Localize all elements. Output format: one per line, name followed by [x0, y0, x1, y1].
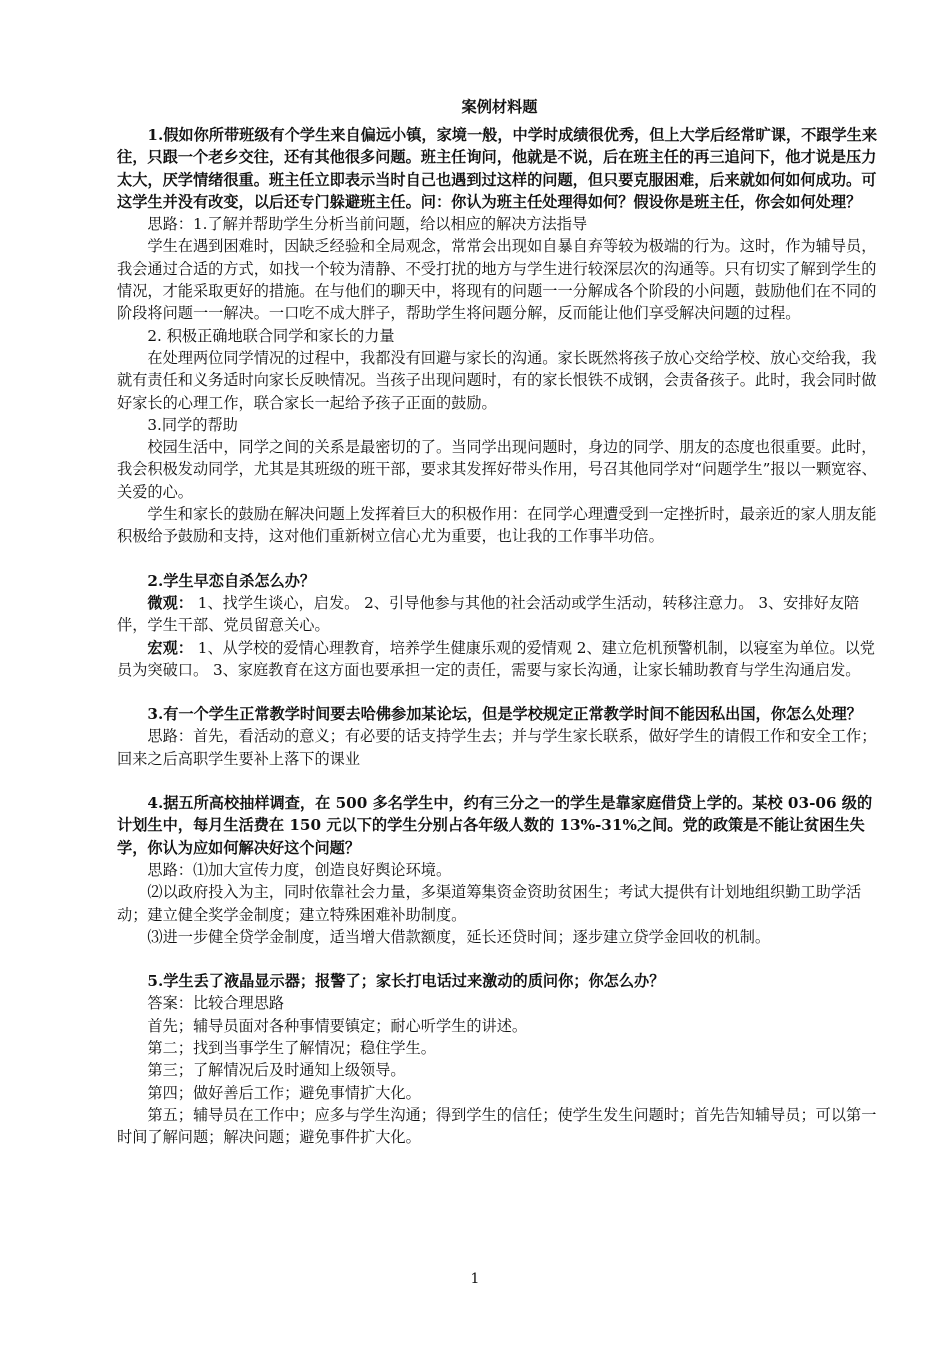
page-number: 1 [470, 1271, 480, 1287]
q2-macro-text: 1、从学校的爱情心理教育，培养学生健康乐观的爱情观 2、建立危机预警机制，以寝室为单位。以党员为突破口。 3、家庭教育在这方面也要承担一定的责任，需要与家长沟通，让家长辅助教育与学生沟通启发。 [117, 638, 875, 679]
section-gap [117, 770, 882, 792]
q1-thought-3: 3.同学的帮助 [147, 415, 238, 434]
q1-paragraph-7: 学生和家长的鼓励在解决问题上发挥着巨大的积极作用：在同学心理遭受到一定挫折时，最亲近的家人朋友能积极给予鼓励和支持，这对他们重新树立信心尤为重要，也让我的工作事半功倍。 [117, 505, 877, 546]
q2-micro-text: 1、找学生谈心，启发。 2、引导他参与其他的社会活动或学生活动，转移注意力。 3、安排好友陪伴，学生干部、党员留意关心。 [117, 593, 860, 635]
q4-thought-2: ⑵以政府投入为主，同时依靠社会力量，多渠道筹集资金资助贫困生；考试大提供有计划地组织勤工助学活动；建立健全奖学金制度；建立特殊困难补助制度。 [117, 883, 862, 924]
q2-micro-label: 微观： [147, 593, 193, 612]
question-1: 1.假如你所带班级有个学生来自偏远小镇，家境一般，中学时成绩很优秀，但上大学后经常旷课，不跟学生来往，只跟一个老乡交往，还有其他很多问题。班主任询问，他就是不说，后在班主任的再三追问下，他才说是压力太大，厌学情绪很重。班主任立即表示当时自己也遇到过这样的问题，但只要克服困难，后来就如何如何成功。可这学生并没有改变，以后还专门躲避班主任。问：你认为班主任处理得如何？假设你是班主任，你会如何处理？ [117, 126, 878, 211]
q2-micro [117, 592, 882, 637]
section-gap [117, 548, 882, 570]
question-5: 5.学生丢了液晶显示器；报警了；家长打电话过来激动的质问你；你怎么办？ [147, 972, 665, 991]
q2-macro-label: 宏观： [147, 638, 193, 657]
q2-macro [117, 637, 882, 682]
q5-step-5: 第五；辅导员在工作中；应多与学生沟通；得到学生的信任；使学生发生问题时；首先告知辅导员；可以第一时间了解问题；解决问题；避免事件扩大化。 [117, 1105, 877, 1147]
q5-step-4: 第四；做好善后工作；避免事情扩大化。 [147, 1083, 421, 1102]
q1-paragraph-2: 学生在遇到困难时，因缺乏经验和全局观念，常常会出现如自暴自弃等较为极端的行为。这时，作为辅导员，我会通过合适的方式，如找一个较为清静、不受打扰的地方与学生进行较深层次的沟通等。只有切实了解到学生的情况，才能采取更好的措施。在与他们的聊天中，将现有的问题一一分解成各个阶段的小问题，鼓励他们在不同的阶段将问题一一解决。一口吃不成大胖子，帮助学生将问题分解，反而能让他们享受解决问题的过程。 [117, 237, 877, 323]
q1-thought-2: 2. 积极正确地联合同学和家长的力量 [147, 326, 395, 345]
section-gap [117, 948, 882, 970]
page-title: 案例材料题 [461, 98, 538, 116]
q3-thought: 思路：首先，看活动的意义；有必要的话支持学生去；并与学生家长联系，做好学生的请假工作和安全工作；回来之后高职学生要补上落下的课业 [117, 727, 877, 768]
q5-step-3: 第三；了解情况后及时通知上级领导。 [147, 1061, 406, 1080]
q1-paragraph-4: 在处理两位同学情况的过程中，我都没有回避与家长的沟通。家长既然将孩子放心交给学校、放心交给我，我就有责任和义务适时向家长反映情况。当孩子出现问题时，有的家长恨铁不成钢，会责备孩子。此时，我会同时做好家长的心理工作，联合家长一起给予孩子正面的鼓励。 [117, 348, 877, 412]
q5-answer: 答案：比较合理思路 [147, 994, 285, 1013]
q4-thought-3: ⑶进一步健全贷学金制度，适当增大借款额度，延长还贷时间；逐步建立贷学金回收的机制。 [147, 927, 771, 946]
document-body [117, 96, 882, 1148]
question-3: 3.有一个学生正常教学时间要去哈佛参加某论坛，但是学校规定正常教学时间不能因私出国，你怎么处理？ [147, 705, 862, 724]
q4-thought-1: 思路：⑴加大宣传力度，创造良好舆论环境。 [147, 860, 452, 879]
q5-step-1: 首先；辅导员面对各种事情要镇定；耐心听学生的讲述。 [147, 1016, 528, 1035]
q1-paragraph-6: 校园生活中，同学之间的关系是最密切的了。当同学出现问题时，身边的同学、朋友的态度也很重要。此时，我会积极发动同学，尤其是其班级的班干部，要求其发挥好带头作用，号召其他同学对“问题学生”报以一颗宽容、关爱的心。 [117, 438, 877, 501]
section-gap [117, 681, 882, 703]
q1-thought-1: 思路：1.了解并帮助学生分析当前问题，给以相应的解决方法指导 [147, 215, 588, 234]
question-2: 2.学生早恋自杀怎么办？ [147, 571, 316, 590]
q5-step-2: 第二；找到当事学生了解情况；稳住学生。 [147, 1038, 436, 1057]
question-4: 4.据五所高校抽样调查，在 500 多名学生中，约有三分之一的学生是靠家庭借贷上学的。某校 03-06 级的计划生中，每月生活费在 150 元以下的学生分别占各年级人数的 13%-31%之间。党的政策是不能让贫困生失学，你认为应如何解决好这个问题？ [117, 794, 873, 857]
